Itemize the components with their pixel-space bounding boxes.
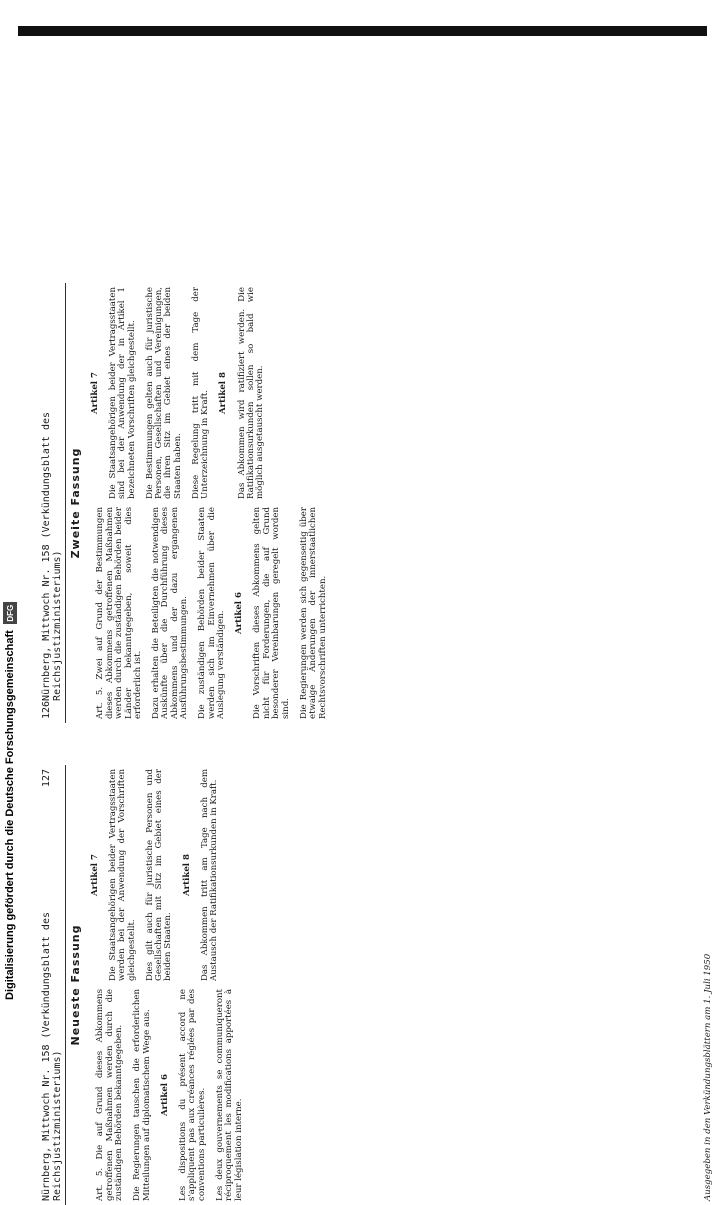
lower-page-heading: Nürnberg, Mittwoch Nr. 158 (Verkündungsblatt des Reichsjustizministeriums) xyxy=(41,912,63,1201)
paragraph: Dazu erhalten die Beteiligten die notwendigen Auskünfte über die Durchführung dieses Abkommens und der dazu ergangenen Ausführungsbestimmungen. xyxy=(151,507,190,719)
upper-page-heading: Nürnberg, Mittwoch Nr. 158 (Verkündungsblatt des Reichsjustizministeriums) xyxy=(41,411,63,701)
lower-page-content xyxy=(40,765,715,1205)
lower-page-header xyxy=(40,765,66,1205)
paragraph: Art. 5. Zwei auf Grund der Bestimmungen dieses Abkommens getroffenen Maßnahmen werden durch die zuständigen Behörden beider Länder bekanntgegeben, soweit dies erforderlich ist. xyxy=(95,507,143,719)
artikel-heading: Artikel 6 xyxy=(234,591,245,635)
paragraph: Die Staatsangehörigen beider Vertragsstaaten werden bei der Anwendung der Vorschriften gleichgestellt. xyxy=(107,769,137,981)
lower-columns xyxy=(86,765,702,1205)
credit-line xyxy=(0,600,20,1000)
side-credit xyxy=(0,600,20,1000)
artikel-heading: Artikel 7 xyxy=(89,371,100,415)
artikel-heading: Artikel 8 xyxy=(181,853,192,897)
upper-col-right xyxy=(88,287,713,499)
upper-page xyxy=(40,48,715,719)
upper-page-number: 126 xyxy=(41,700,52,719)
lower-page xyxy=(40,530,715,1201)
paragraph: Die Vorschriften dieses Abkommens gelten nicht für Forderungen, die auf Grund besonderer Vereinbarungen geregelt worden sind. xyxy=(252,507,291,719)
paragraph: Diese Regelung tritt mit dem Tage der Unterzeichnung in Kraft. xyxy=(190,287,211,499)
paragraph: Dies gilt auch für juristische Personen und Gesellschaften mit Sitz im Gebiet eines der beiden Staaten. xyxy=(144,769,174,981)
paragraph: Die Regierungen tauschen die erforderlichen Mitteilungen auf diplomatischem Wege aus. xyxy=(132,989,152,1201)
paragraph: Art. 5. Die auf Grund dieses Abkommens getroffenen Maßnahmen werden durch die zuständigen Behörden bekanntgegeben. xyxy=(95,989,125,1201)
lower-col-right xyxy=(88,769,700,981)
paragraph: Les dispositions du présent accord ne s'appliquent pas aux créances réglées par des conventions particulières. xyxy=(177,989,207,1201)
credit-text: Digitalisierung gefördert durch die Deutsche Forschungsgemeinschaft xyxy=(4,630,16,1000)
lower-section-title: Neueste Fassung xyxy=(69,924,82,1046)
top-rule xyxy=(18,26,707,36)
paragraph: Die Regierungen werden sich gegenseitig über etwaige Änderungen der innerstaatlichen Rechtsvorschriften unterrichten. xyxy=(298,507,328,719)
lower-page-number: 127 xyxy=(41,769,52,788)
upper-section-title: Zweite Fassung xyxy=(69,447,82,559)
paragraph: Les deux gouvernements se communiqueront réciproquement les modifications apportées à leur législation interne. xyxy=(214,989,244,1201)
artikel-heading: Artikel 8 xyxy=(218,371,229,415)
paragraph: Das Abkommen tritt am Tage nach dem Austausch der Ratifikationsurkunden in Kraft. xyxy=(199,769,219,981)
paragraph: Die zuständigen Behörden beider Staaten werden sich im Einvernehmen über die Auslegung verständigen. xyxy=(197,507,227,719)
paragraph: Die Bestimmungen gelten auch für juristische Personen, Gesellschaften und Vereinigungen, die ihren Sitz im Gebiet eines der beiden Staaten haben. xyxy=(144,287,183,499)
footnote: Ausgegeben in den Verkündungsblättern am 1. Juli 1950 xyxy=(702,953,713,1201)
paragraph: Die Staatsangehörigen beider Vertragsstaaten sind bei der Anwendung der in Artikel 1 bezeichneten Vorschriften gleichgestellt. xyxy=(107,287,137,499)
paragraph: Das Abkommen wird ratifiziert werden. Die Ratifikationsurkunden sollen so bald wie möglich ausgetauscht werden. xyxy=(236,287,266,499)
lower-col-left xyxy=(88,989,700,1201)
dfg-logo-icon: DFG xyxy=(3,602,17,624)
artikel-heading: Artikel 7 xyxy=(89,853,100,897)
artikel-heading: Artikel 6 xyxy=(159,1073,170,1117)
